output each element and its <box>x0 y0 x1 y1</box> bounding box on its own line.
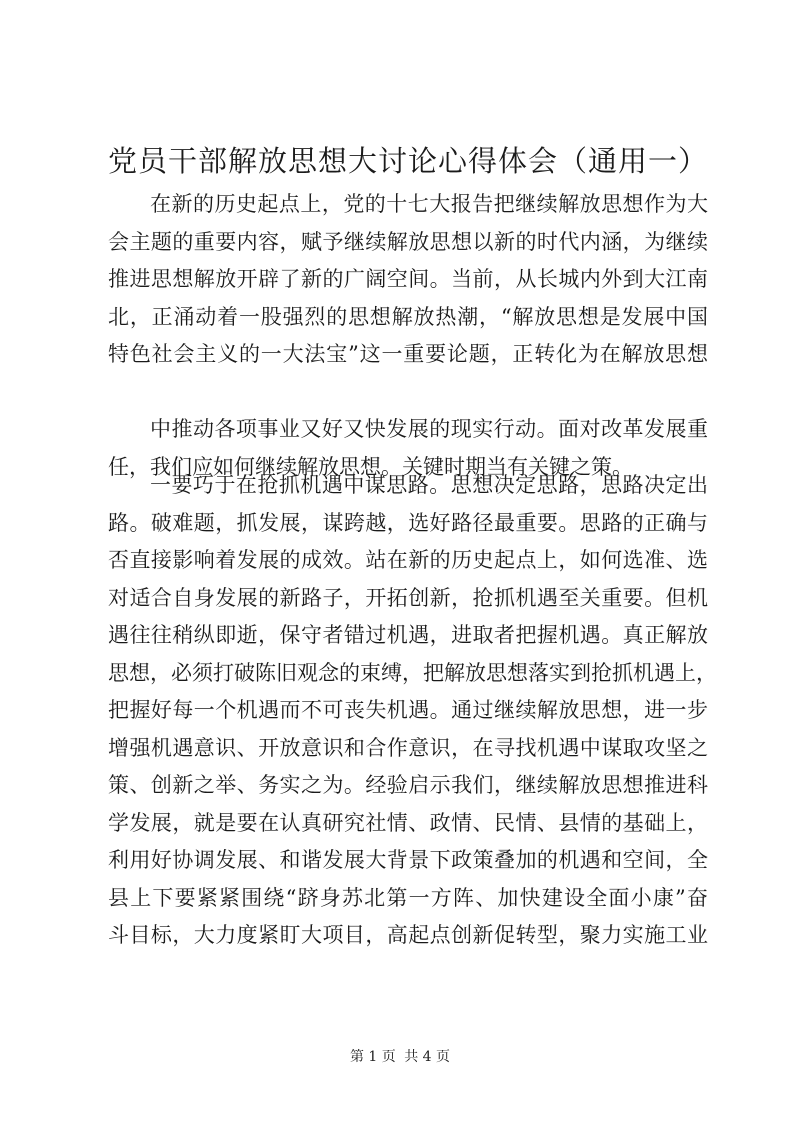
text-line: 路。破难题，抓发展，谋跨越，选好路径最重要。思路的正确与 <box>108 510 708 535</box>
text-line: 特色社会主义的一大法宝”这一重要论题，正转化为在解放思想 <box>108 342 708 366</box>
text-line: 斗目标，大力度紧盯大项目，高起点创新促转型，聚力实施工业 <box>108 923 708 947</box>
page-footer <box>0 1047 800 1067</box>
text-line: 遇往往稍纵即逝，保守者错过机遇，进取者把握机遇。真正解放 <box>108 623 708 647</box>
text-line: 思想，必须打破陈旧观念的束缚，把解放思想落实到抢抓机遇上， <box>108 660 717 685</box>
text-line: 北，正涌动着一股强烈的思想解放热潮，“解放思想是发展中国 <box>108 304 708 329</box>
text-line: 增强机遇意识、开放意识和合作意识，在寻找机遇中谋取攻坚之 <box>108 735 708 760</box>
text-line: 中推动各项事业又好又快发展的现实行动。面对改革发展重 <box>150 417 708 441</box>
text-line: 在新的历史起点上，党的十七大报告把继续解放思想作为大 <box>150 192 708 216</box>
text-line: 一要巧于在抢抓机遇中谋思路。思想决定思路，思路决定出 <box>150 473 708 497</box>
text-line: 会主题的重要内容，赋予继续解放思想以新的时代内涵，为继续 <box>108 229 708 254</box>
page-number: 第 1 页 <box>349 1049 396 1065</box>
page-total: 共 4 页 <box>404 1049 451 1065</box>
text-line: 利用好协调发展、和谐发展大背景下政策叠加的机遇和空间，全 <box>108 848 708 872</box>
text-line: 学发展，就是要在认真研究社情、政情、民情、县情的基础上， <box>108 810 708 835</box>
text-line: 任，我们应如何继续解放思想。关键时期当有关键之策。 <box>108 454 633 479</box>
paragraph <box>108 467 717 955</box>
text-line: 否直接影响着发展的成效。站在新的历史起点上，如何选准、选 <box>108 548 708 572</box>
text-line: 把握好每一个机遇而不可丧失机遇。通过继续解放思想，进一步 <box>108 698 708 722</box>
text-line: 县上下要紧紧围绕“跻身苏北第一方阵、加快建设全面小康”奋 <box>108 885 708 910</box>
document-title: 党员干部解放思想大讨论心得体会（通用一） <box>108 144 709 178</box>
text-line: 推进思想解放开辟了新的广阔空间。当前，从长城内外到大江南 <box>108 267 708 291</box>
text-line: 对适合自身发展的新路子，开拓创新，抢抓机遇至关重要。但机 <box>108 585 708 610</box>
paragraph <box>108 186 708 374</box>
text-line: 策、创新之举、务实之为。经验启示我们，继续解放思想推进科 <box>108 773 708 797</box>
